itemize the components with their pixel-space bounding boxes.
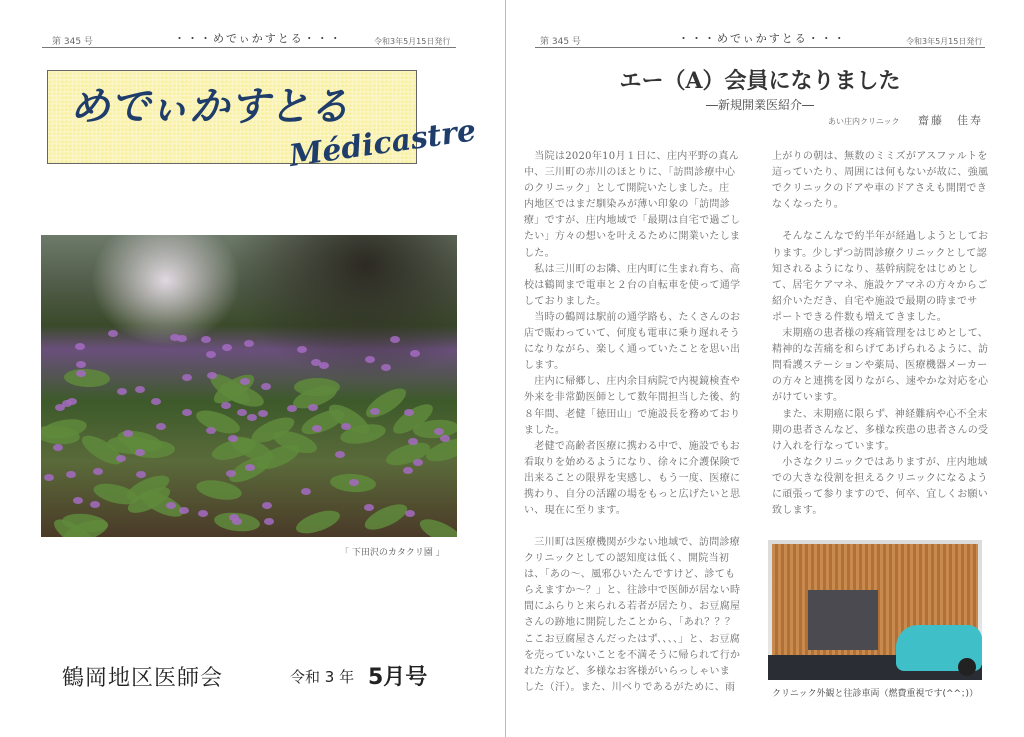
clinic-exterior-photo bbox=[768, 540, 982, 680]
leaf-shape bbox=[293, 506, 342, 537]
clinic-photo-caption: クリニック外観と往診車両（燃費重視です(^^；)） bbox=[772, 689, 979, 699]
flower-shape bbox=[287, 405, 297, 412]
article-text-line: 当時の鶴岡は駅前の通学路も、たくさんのお bbox=[524, 311, 741, 323]
flower-shape bbox=[117, 388, 127, 395]
article-text-line: れた方など、多様なお客様がいらっしゃいま bbox=[524, 665, 730, 677]
flower-shape bbox=[335, 451, 345, 458]
article-text-line: 知されるようになり、基幹病院をはじめとし bbox=[772, 263, 978, 275]
flower-shape bbox=[177, 335, 187, 342]
article-text-line: 這っていたり、周囲には何もないが故に、強風 bbox=[772, 167, 989, 179]
article-text-line: に頑張って参りますので、何卒、宜しくお願い bbox=[772, 488, 989, 500]
car-wheel bbox=[958, 658, 976, 676]
article-text-line: 中、三川町の赤川のほとりに、「訪問診療中心 bbox=[524, 167, 736, 179]
flower-shape bbox=[390, 336, 400, 343]
article-text-line: します。 bbox=[524, 360, 565, 372]
article-text-line: 校は鶴岡まで電車と２台の自転車を使って通学 bbox=[524, 279, 741, 291]
flower-shape bbox=[237, 409, 247, 416]
flower-shape bbox=[364, 504, 374, 511]
article-text-line: 外来を非常勤医師として数年間担当した後、約 bbox=[524, 392, 741, 404]
article-text-line: がけています。 bbox=[772, 392, 844, 404]
header-rule bbox=[42, 47, 456, 48]
article-text-line: ８年間、老健「徳田山」で施設長を務めており bbox=[524, 408, 741, 420]
flower-shape bbox=[206, 427, 216, 434]
article-text-line: さんの跡地に開院したことから、「あれ？？？ bbox=[524, 617, 736, 629]
article-text-line: 三川町は医療機関が少ない地域で、訪問診療 bbox=[524, 537, 741, 548]
article-subtitle: ―新規開業医紹介― bbox=[705, 98, 814, 112]
author-name: 齋藤 佳寿 bbox=[918, 114, 983, 127]
masthead-logo-japanese: めでぃかすとる bbox=[70, 83, 350, 130]
flower-shape bbox=[201, 336, 211, 343]
leaf-shape bbox=[194, 406, 243, 438]
leaf-shape bbox=[417, 514, 457, 537]
article-text-line: 末期癌の患者様の疼痛管理をはじめとして、 bbox=[772, 328, 989, 340]
flower-shape bbox=[308, 404, 318, 411]
running-title: ・・・めでぃかすとる・・・ bbox=[678, 32, 847, 45]
flower-shape bbox=[156, 423, 166, 430]
article-text-line: 私は三川町のお隣、庄内町に生まれ育ち、高 bbox=[524, 263, 741, 275]
article-text-line: 看取りを始めるようになり、徐々に介護保険で bbox=[524, 456, 741, 468]
article-text-line: 出来ることの限界を実感し、もう一度、医療に bbox=[524, 472, 741, 484]
issue-date: 令和3年5月15日発行 bbox=[906, 37, 983, 46]
article-text-line: 携わり、自分の活躍の場をもっと広げたいと思 bbox=[524, 488, 741, 500]
issue-date: 令和3年5月15日発行 bbox=[374, 37, 451, 46]
article-column-1-top bbox=[524, 149, 740, 519]
flower-shape bbox=[182, 409, 192, 416]
entrance bbox=[808, 590, 878, 650]
article-text-line: 精神的な苦痛を和らげてあげられるように、訪 bbox=[772, 344, 989, 356]
article-text-line: ります。少しずつ訪問診療クリニックとして認 bbox=[772, 247, 987, 259]
article-text-line: なくなったり。 bbox=[772, 199, 845, 211]
flower-shape bbox=[319, 362, 329, 369]
article-text-line: を売っていないことを不満そうに帰られて行か bbox=[524, 649, 741, 661]
issue-era-year: 令和 3 年 bbox=[290, 668, 355, 686]
article-text-line: 期の患者さんなど、多様な疾患の患者さんの受 bbox=[772, 424, 989, 436]
running-title: ・・・めでぃかすとる・・・ bbox=[174, 32, 343, 45]
article-text-line: での大きな役割を担えるクリニックになるよう bbox=[772, 472, 988, 484]
article-text-line: 庄内に帰郷し、庄内余目病院で内視鏡検査や bbox=[524, 376, 741, 388]
issue-number: 第 345 号 bbox=[540, 37, 581, 47]
flower-shape bbox=[245, 464, 255, 471]
article-column-2 bbox=[772, 149, 988, 519]
article-text-line: 当院は2020年10月１日に、庄内平野の真ん bbox=[524, 151, 740, 162]
flower-shape bbox=[240, 378, 250, 385]
issue-number: 第 345 号 bbox=[52, 37, 93, 47]
article-text-line: 小さなクリニックではありますが、庄内地域 bbox=[772, 456, 988, 468]
flower-shape bbox=[206, 351, 216, 358]
article-column-1-bottom bbox=[524, 535, 740, 696]
flower-shape bbox=[55, 404, 65, 411]
article-text-line: 内地区ではまだ馴染みが薄い印象の「訪問診 bbox=[524, 199, 730, 211]
page-divider bbox=[505, 0, 506, 737]
flower-shape bbox=[182, 374, 192, 381]
flower-shape bbox=[258, 410, 268, 417]
flower-shape bbox=[264, 518, 274, 525]
article-text-line: 上がりの朝は、無数のミミズがアスファルトを bbox=[772, 151, 988, 162]
flower-shape bbox=[434, 428, 444, 435]
flower-shape bbox=[75, 343, 85, 350]
flower-shape bbox=[297, 346, 307, 353]
article-text-line: 致します。 bbox=[772, 505, 823, 517]
article-text-line: 老健で高齢者医療に携わる中で、施設でもお bbox=[524, 440, 741, 452]
article-title: エー（A）会員になりました bbox=[619, 68, 901, 94]
masthead-logo-latin: Médicastre bbox=[287, 113, 479, 174]
issue-month: 5月号 bbox=[368, 665, 428, 690]
article-text-line: 店で賑わっていて、何度も電車に乗り遅れそう bbox=[524, 328, 740, 340]
flower-shape bbox=[198, 510, 208, 517]
article-text-line: 紹介いただき、自宅や施設で最期の時までサ bbox=[772, 295, 978, 307]
flower-shape bbox=[116, 455, 126, 462]
article-text-line: 間にふらりと来られる若者が居たり、お豆腐屋 bbox=[524, 601, 741, 613]
article-text-line: ここお豆腐屋さんだったはず、、、、」と、お豆腐 bbox=[524, 633, 741, 645]
flower-shape bbox=[136, 471, 146, 478]
flower-shape bbox=[179, 507, 189, 514]
article-text-line: しておりました。 bbox=[524, 295, 607, 307]
flower-shape bbox=[108, 330, 118, 337]
flower-shape bbox=[381, 364, 391, 371]
flower-shape bbox=[135, 386, 145, 393]
article-text-line: は、「あの〜、風邪ひいたんですけど、診ても bbox=[524, 569, 736, 581]
flower-shape bbox=[53, 444, 63, 451]
article-text-line bbox=[772, 213, 988, 229]
cover-photo-katakuri-flowers bbox=[41, 235, 457, 537]
article-text-line: らえますか〜？」と、往診中で医師が居ない時 bbox=[524, 585, 741, 597]
article-text-line: い、現在に至ります。 bbox=[524, 505, 627, 517]
flower-shape bbox=[349, 479, 359, 486]
flower-shape bbox=[365, 356, 375, 363]
article-text-line: した。 bbox=[524, 247, 555, 259]
flower-shape bbox=[90, 501, 100, 508]
article-text-line: そんなこんなで約半年が経過しようとしてお bbox=[772, 231, 989, 243]
flower-shape bbox=[73, 497, 83, 504]
flower-shape bbox=[222, 344, 232, 351]
flower-shape bbox=[261, 383, 271, 390]
article-text-line: した（汗）。また、川べりであるがために、雨 bbox=[524, 681, 736, 693]
article-text-line: クリニックとしての認知度は低く、開院当初 bbox=[524, 553, 730, 565]
author-affiliation: あい庄内クリニック bbox=[828, 117, 900, 126]
flower-shape bbox=[44, 474, 54, 481]
article-text-line: また、末期癌に限らず、神経難病や心不全末 bbox=[772, 408, 988, 420]
article-text-line: ました。 bbox=[524, 424, 566, 436]
article-text-line: ポートできる件数も増えてきました。 bbox=[772, 311, 948, 323]
flower-shape bbox=[413, 459, 423, 466]
article-text-line: 療」ですが、庄内地域で「最期は自宅で過ごし bbox=[524, 215, 741, 227]
flower-shape bbox=[405, 510, 415, 517]
cover-photo-caption: 「 下田沢のカタクリ園 」 bbox=[340, 548, 445, 558]
flower-shape bbox=[244, 340, 254, 347]
flower-shape bbox=[93, 468, 103, 475]
flower-shape bbox=[247, 414, 257, 421]
flower-shape bbox=[403, 467, 413, 474]
article-text-line: の方々と連携を図りながら、速やかな対応を心 bbox=[772, 376, 989, 388]
article-text-line: 問看護ステーションや薬局、医療機器メーカー bbox=[772, 360, 988, 372]
flower-shape bbox=[301, 488, 311, 495]
flower-shape bbox=[221, 402, 231, 409]
flower-shape bbox=[151, 398, 161, 405]
article-text-line: になりながら、楽しく通っていたことを思い出 bbox=[524, 344, 741, 356]
article-text-line: け入れを行なっています。 bbox=[772, 440, 895, 452]
organization-name: 鶴岡地区医師会 bbox=[62, 666, 224, 691]
article-text-line: でクリニックのドアや車のドアさえも開閉でき bbox=[772, 183, 988, 195]
flower-shape bbox=[410, 350, 420, 357]
article-text-line: て、居宅ケアマネ、施設ケアマネの方々からご bbox=[772, 279, 988, 291]
flower-shape bbox=[262, 502, 272, 509]
flower-shape bbox=[76, 361, 86, 368]
article-text-line: のクリニック」として開院いたしました。庄 bbox=[524, 183, 730, 195]
leaf-shape bbox=[63, 368, 110, 388]
flower-shape bbox=[408, 438, 418, 445]
flower-shape bbox=[66, 471, 76, 478]
header-rule bbox=[535, 47, 985, 48]
article-text-line: たい」方々の想いを叶えるために開業いたしま bbox=[524, 231, 741, 243]
